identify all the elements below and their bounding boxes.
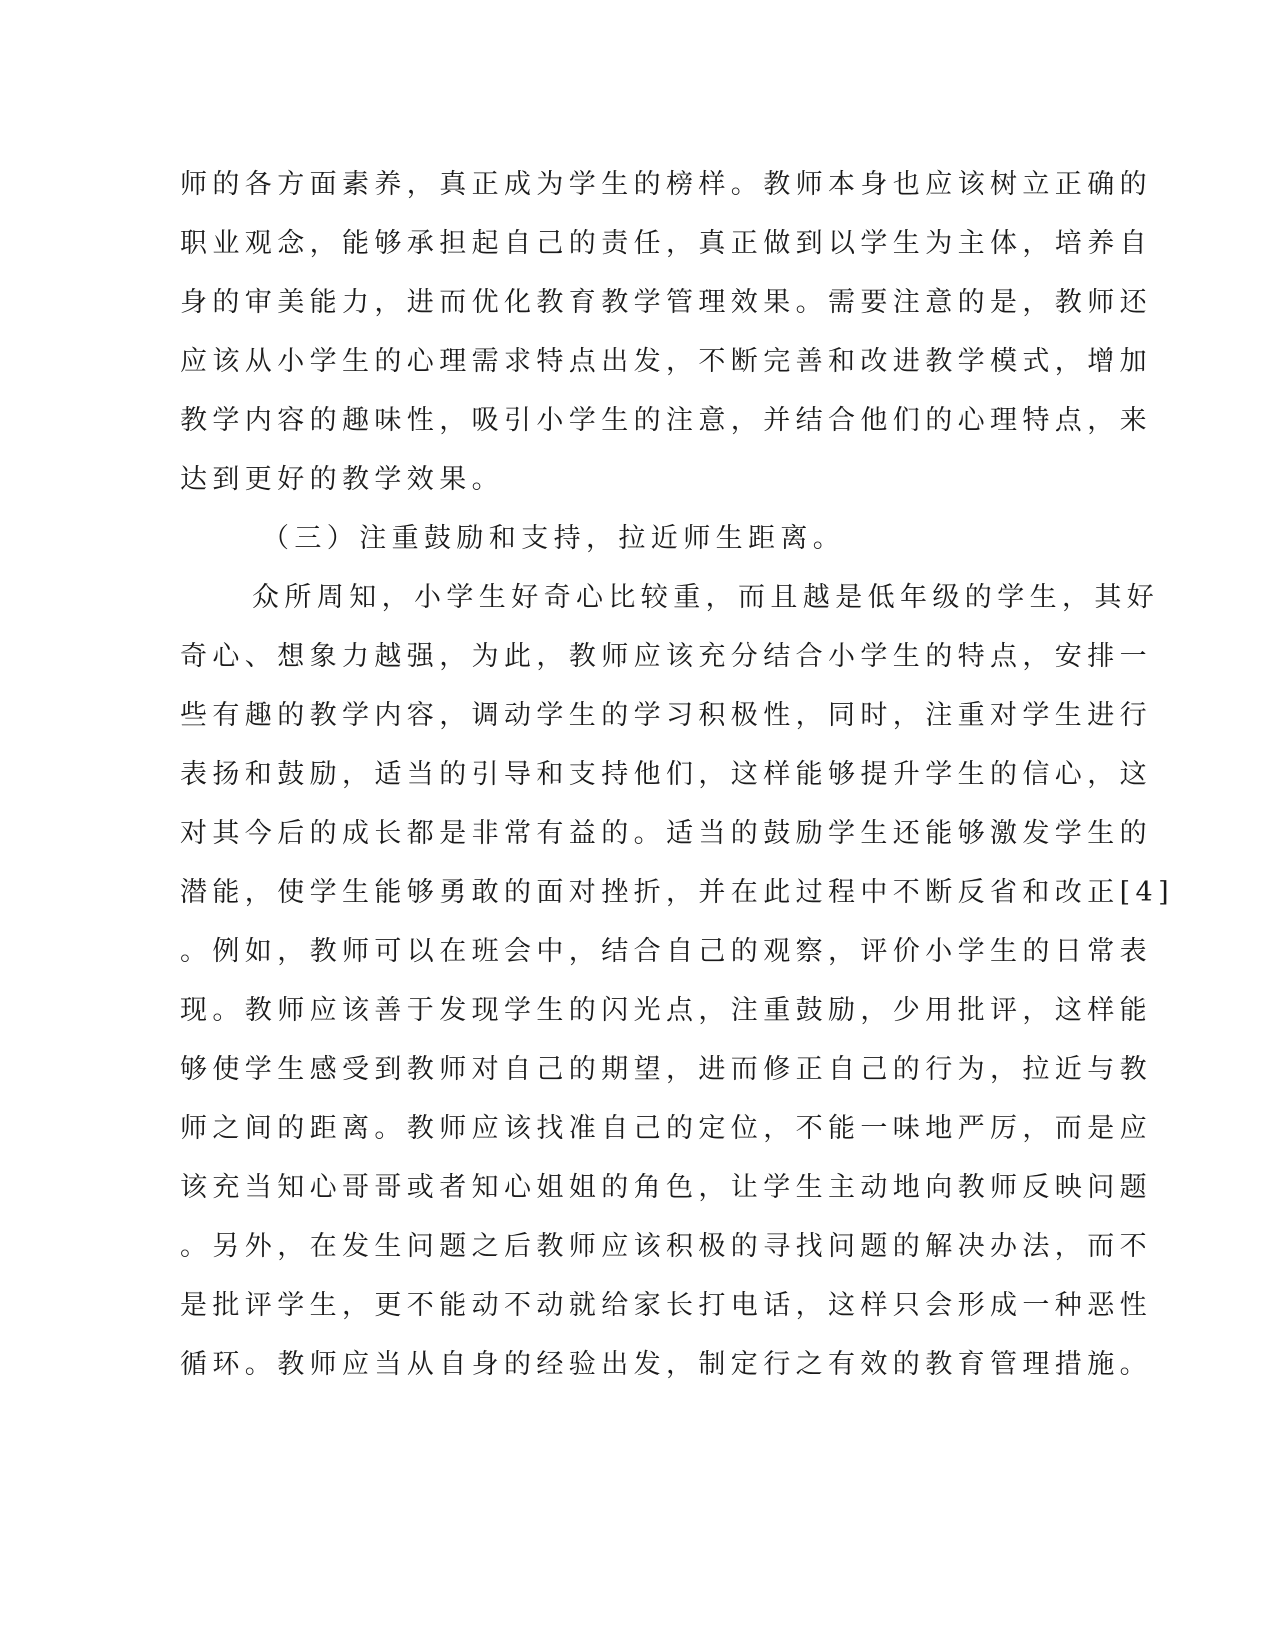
paragraph-line: 。例如，教师可以在班会中，结合自己的观察，评价小学生的日常表 [180,936,1152,967]
paragraph-line: 应该从小学生的心理需求特点出发，不断完善和改进教学模式，增加 [180,346,1152,377]
paragraph-line: 职业观念，能够承担起自己的责任，真正做到以学生为主体，培养自 [180,228,1152,259]
paragraph-line: 众所周知，小学生好奇心比较重，而且越是低年级的学生，其好 [252,582,1160,613]
paragraph-line: 身的审美能力，进而优化教育教学管理效果。需要注意的是，教师还 [180,287,1152,318]
paragraph-line: 些有趣的教学内容，调动学生的学习积极性，同时，注重对学生进行 [180,700,1152,731]
paragraph-line: 奇心、想象力越强，为此，教师应该充分结合小学生的特点，安排一 [180,641,1152,672]
paragraph-line: 师之间的距离。教师应该找准自己的定位，不能一味地严厉，而是应 [180,1113,1152,1144]
paragraph-line: 够使学生感受到教师对自己的期望，进而修正自己的行为，拉近与教 [180,1054,1152,1085]
paragraph-line: 潜能，使学生能够勇敢的面对挫折，并在此过程中不断反省和改正[4] [180,877,1175,908]
paragraph-line: 表扬和鼓励，适当的引导和支持他们，这样能够提升学生的信心，这 [180,759,1152,790]
paragraph-line: 循环。教师应当从自身的经验出发，制定行之有效的教育管理措施。 [180,1349,1152,1380]
paragraph-line: 是批评学生，更不能动不动就给家长打电话，这样只会形成一种恶性 [180,1290,1152,1321]
paragraph-line: 现。教师应该善于发现学生的闪光点，注重鼓励，少用批评，这样能 [180,995,1152,1026]
paragraph-line: 对其今后的成长都是非常有益的。适当的鼓励学生还能够激发学生的 [180,818,1152,849]
body-text [180,155,1175,1394]
section-heading: （三）注重鼓励和支持，拉近师生距离。 [262,523,846,554]
paragraph-line: 达到更好的教学效果。 [180,464,504,495]
paragraph-line: 。另外，在发生问题之后教师应该积极的寻找问题的解决办法，而不 [180,1231,1152,1262]
paragraph-line: 师的各方面素养，真正成为学生的榜样。教师本身也应该树立正确的 [180,169,1152,200]
paragraph-line: 该充当知心哥哥或者知心姐姐的角色，让学生主动地向教师反映问题 [180,1172,1152,1203]
paragraph-line: 教学内容的趣味性，吸引小学生的注意，并结合他们的心理特点，来 [180,405,1152,436]
